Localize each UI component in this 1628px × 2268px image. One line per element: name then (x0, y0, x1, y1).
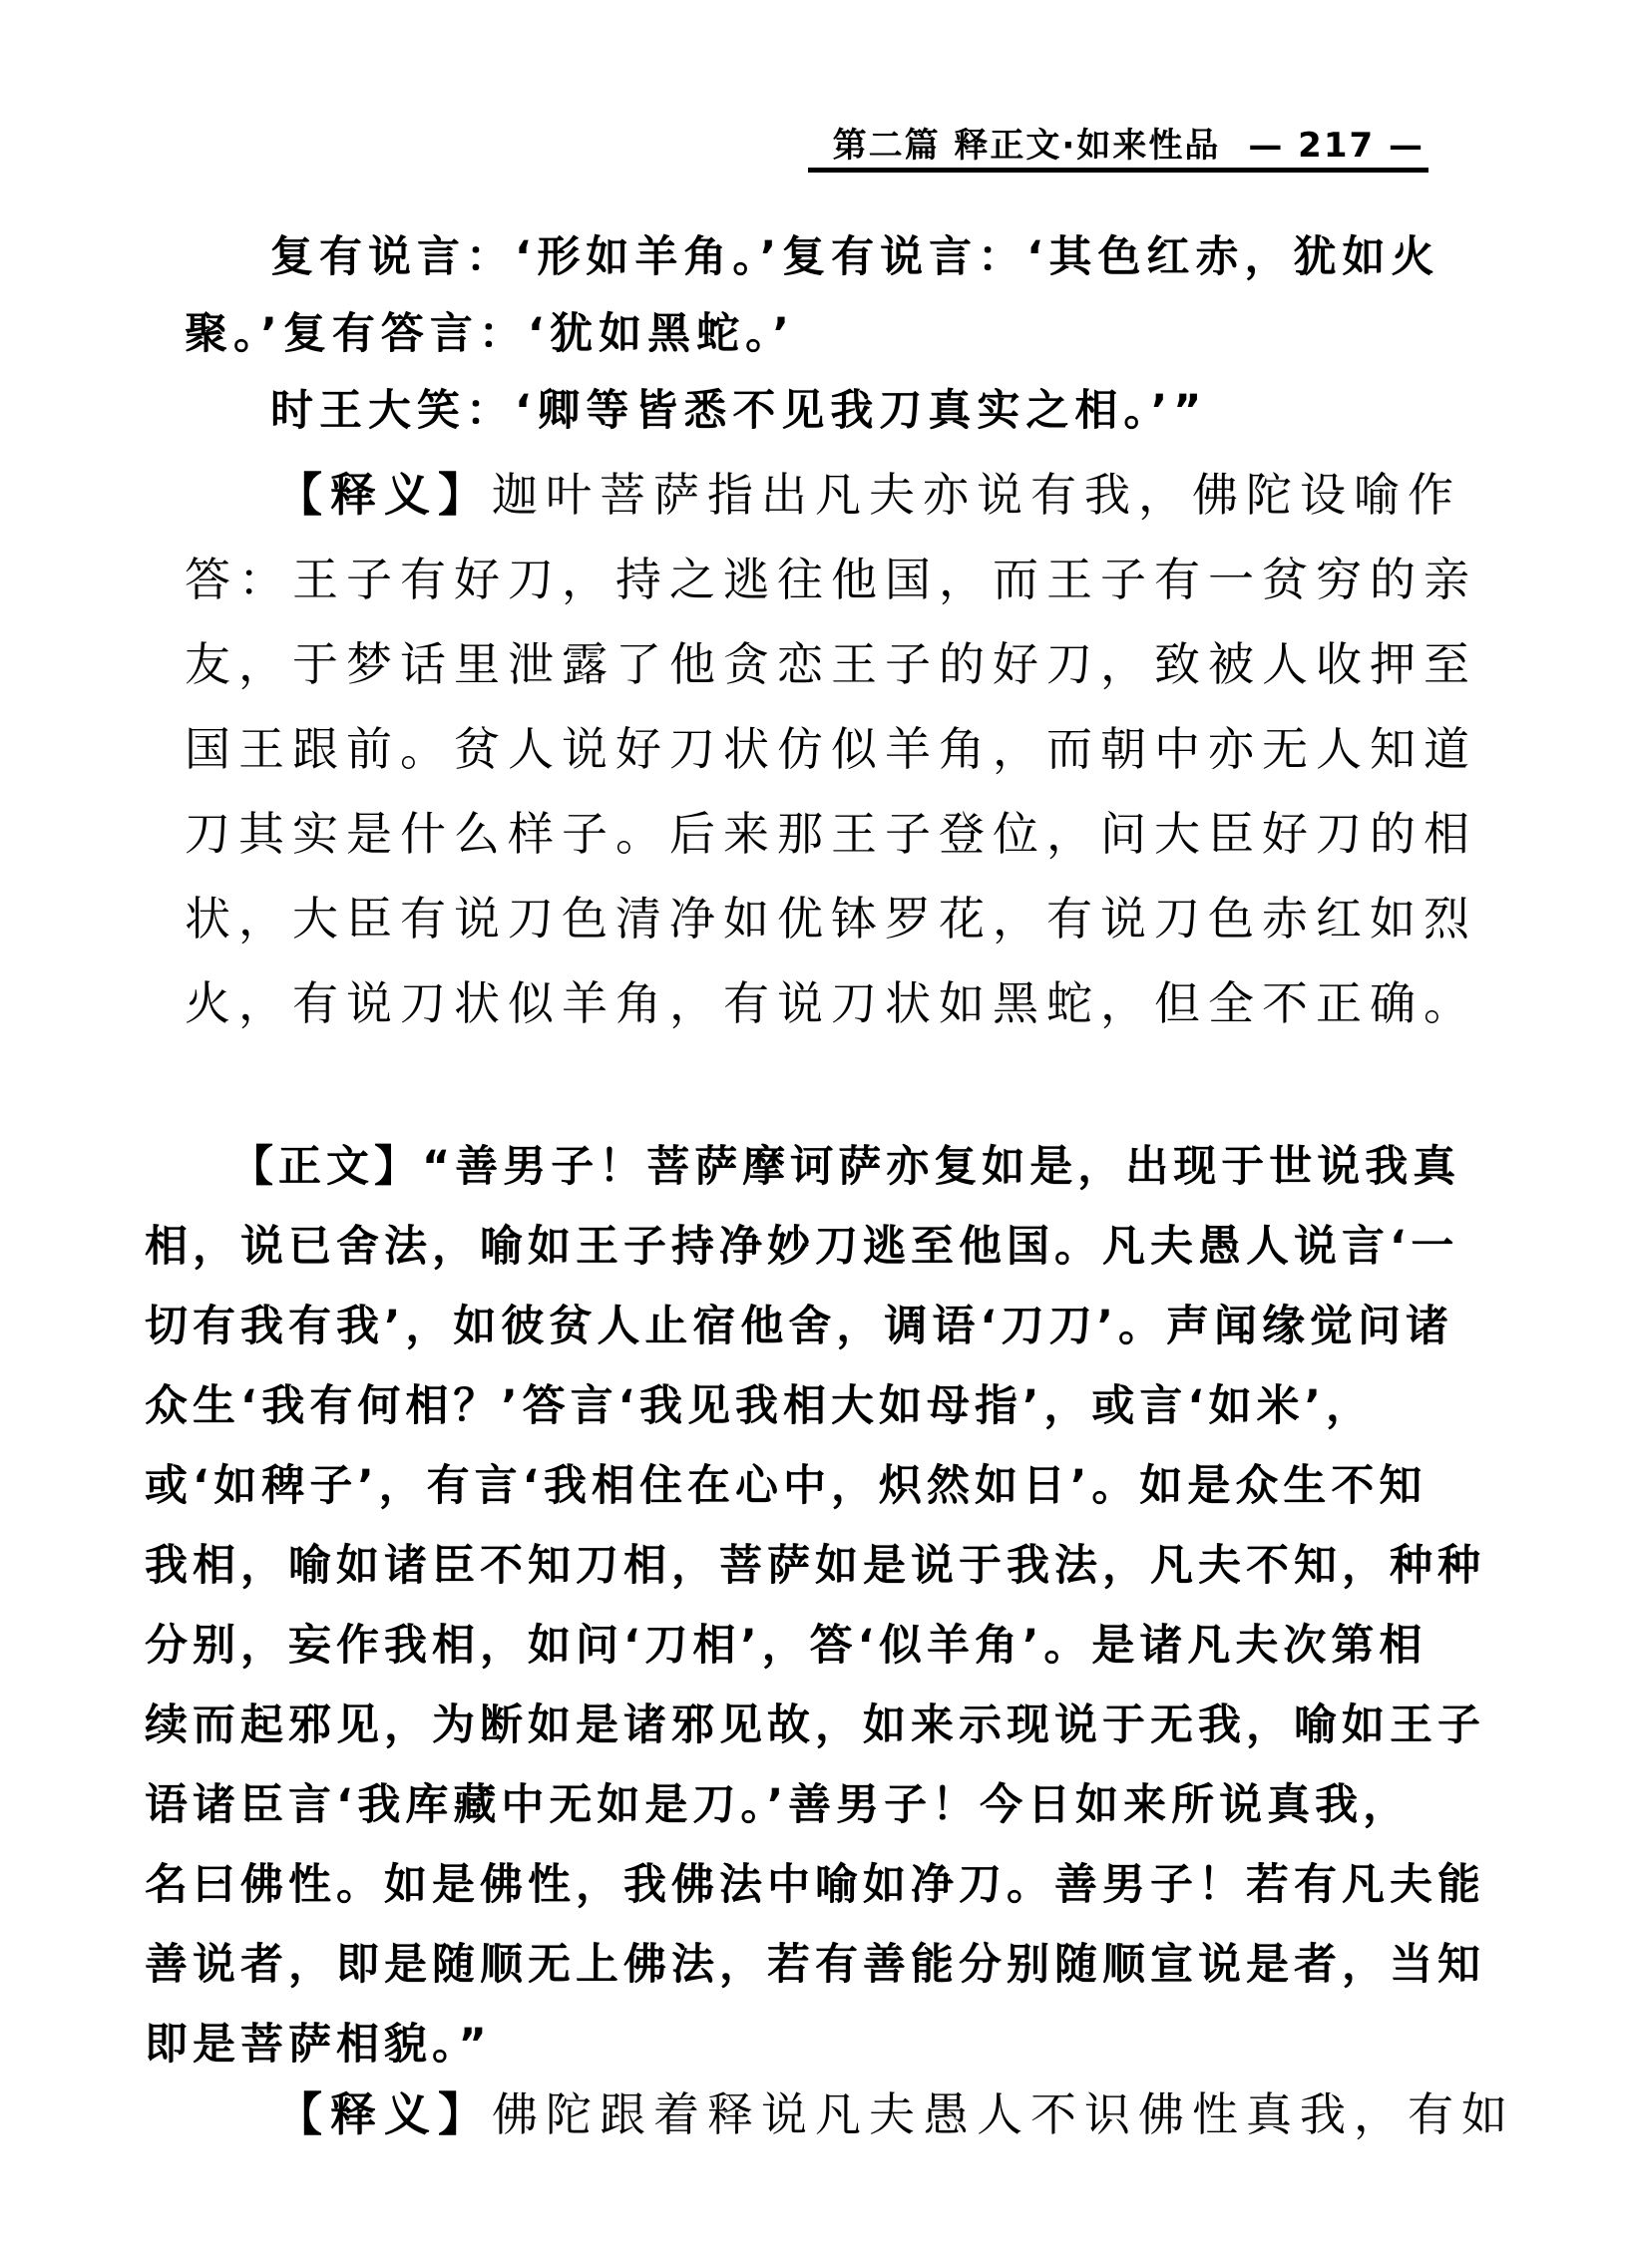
text-line: 复有说言：‘形如羊角。’复有说言：‘其色红赤，犹如火 (270, 232, 1440, 282)
zhengwen-label: 【正文】 (230, 1142, 422, 1192)
text-line: 分别，妄作我相，如问‘刀相’，答‘似羊角’。是诸凡夫次第相 (145, 1621, 1427, 1671)
text-line (145, 1127, 1531, 1207)
text-line: 相，说已舍法，喻如王子持净妙刀逃至他国。凡夫愚人说言‘一 (145, 1222, 1459, 1272)
text-line: 众生‘我有何相？’答言‘我见我相大如母指’，或言‘如米’， (145, 1381, 1375, 1431)
text-line: 语诸臣言‘我库藏中无如是刀。’善男子！今日如来所说真我， (145, 1780, 1412, 1830)
text-line (185, 453, 1501, 538)
text-line: 善说者，即是随顺无上佛法，若有善能分别随顺宣说是者，当知 (145, 1940, 1485, 1990)
running-header (0, 118, 1424, 167)
text-line: 状，大臣有说刀色清净如优钵罗花，有说刀色赤红如烈 (185, 892, 1477, 945)
header-rule (808, 168, 1428, 173)
sutra-quote-paragraph (185, 219, 1501, 450)
text-line: 即是菩萨相貌。” (145, 2020, 492, 2070)
text-line: 刀其实是什么样子。后来那王子登位，问大臣好刀的相 (185, 807, 1477, 861)
text-line: 答：王子有好刀，持之逃往他国，而王子有一贫穷的亲 (185, 553, 1477, 606)
zhengwen-paragraph (145, 1127, 1531, 2084)
text-line: 续而起邪见，为断如是诸邪见故，如来示现说于无我，喻如王子 (145, 1701, 1485, 1750)
text-line: 时王大笑：‘卿等皆悉不见我刀真实之相。’” (270, 386, 1208, 436)
text-line: 国王跟前。贫人说好刀状仿似羊角，而朝中亦无人知道 (185, 722, 1477, 776)
shiyi-paragraph-2 (185, 2073, 1515, 2157)
text-line: 友，于梦话里泄露了他贪恋王子的好刀，致被人收押至 (185, 637, 1477, 691)
page-number: — 217 — (1248, 126, 1424, 166)
text-line (185, 2073, 1515, 2157)
shiyi-label: 【释义】 (276, 2087, 492, 2141)
text-line: 名曰佛性。如是佛性，我佛法中喻如净刀。善男子！若有凡夫能 (145, 1860, 1485, 1910)
chapter-title: 第二篇 释正文·如来性品 (832, 126, 1221, 166)
text-line: 切有我有我’，如彼贫人止宿他舍，调语‘刀刀’。声闻缘觉问诸 (145, 1302, 1454, 1351)
text-line: 火，有说刀状似羊角，有说刀状如黑蛇，但全不正确。 (185, 976, 1477, 1030)
text-line: 聚。’复有答言：‘犹如黑蛇。’ (185, 309, 796, 359)
text-run: “善男子！菩萨摩诃萨亦复如是，出现于世说我真 (422, 1142, 1461, 1192)
text-run: 佛陀跟着释说凡夫愚人不识佛性真我，有如 (492, 2087, 1515, 2141)
text-run: 迦叶菩萨指出凡夫亦说有我，佛陀设喻作 (492, 468, 1461, 522)
shiyi-paragraph-1 (185, 453, 1501, 1046)
shiyi-label: 【释义】 (276, 468, 492, 522)
text-line: 或‘如稗子’，有言‘我相住在心中，炽然如日’。如是众生不知 (145, 1461, 1427, 1511)
text-line: 我相，喻如诸臣不知刀相，菩萨如是说于我法，凡夫不知，种种 (145, 1541, 1485, 1591)
